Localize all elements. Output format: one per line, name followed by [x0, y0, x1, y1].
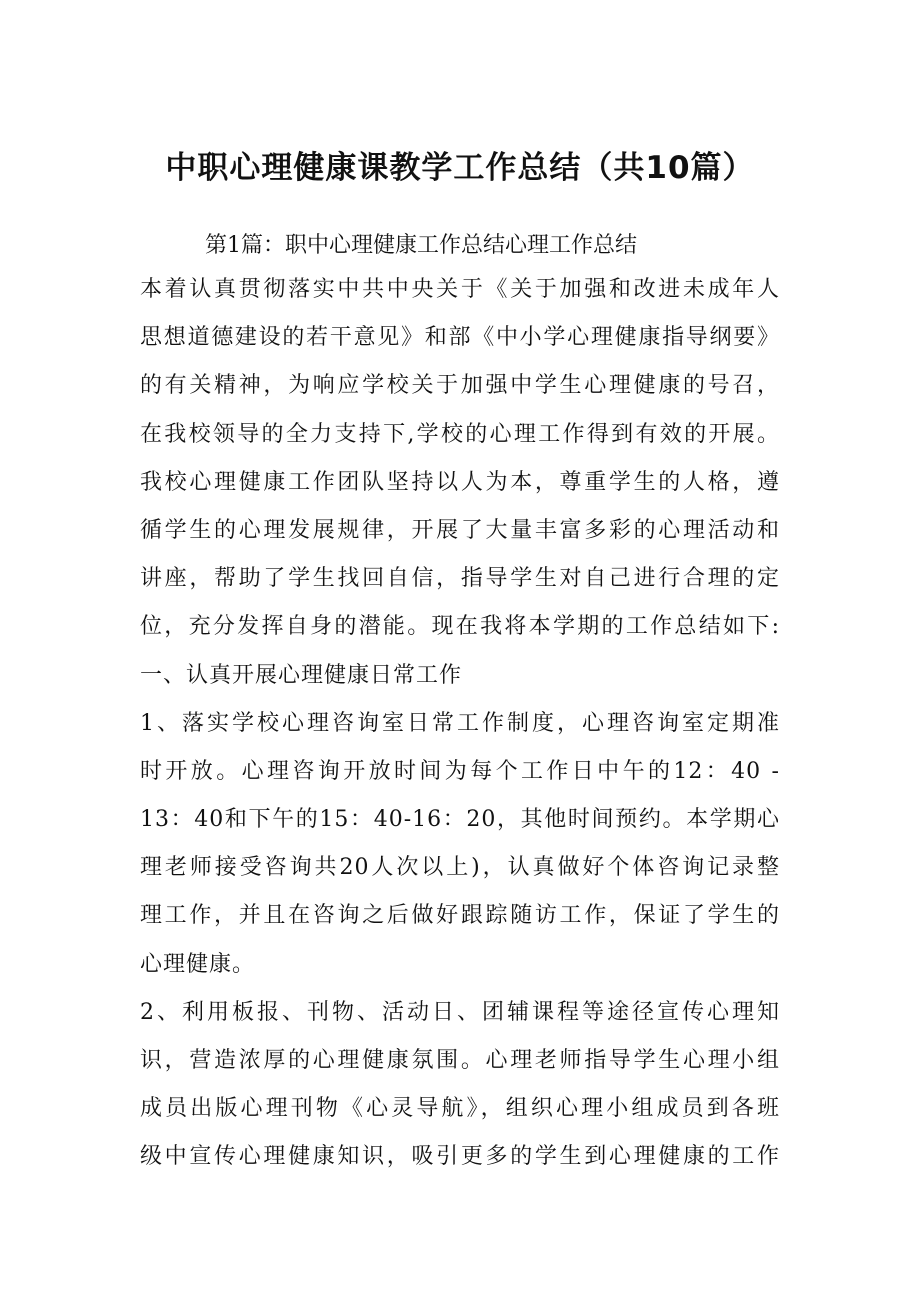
text-line: 识，营造浓厚的心理健康氛围。心理老师指导学生心理小组: [140, 1048, 780, 1073]
text-line: 时开放。心理咨询开放时间为每个工作日中午的12：40 -: [140, 758, 780, 784]
text-line: 2、利用板报、刊物、活动日、团辅课程等途径宣传心理知: [140, 999, 780, 1025]
text-line: 在我校领导的全力支持下,学校的心理工作得到有效的开展。: [140, 421, 780, 447]
text-line: 理老师接受咨询共20人次以上)，认真做好个体咨询记录整: [140, 855, 780, 881]
text-line: 的有关精神，为响应学校关于加强中学生心理健康的号召，: [140, 373, 780, 399]
text-line: 本着认真贯彻落实中共中央关于《关于加强和改进未成年人: [140, 277, 780, 302]
text-line: 13：40和下午的15：40-16：20，其他时间预约。本学期心: [140, 807, 780, 833]
text-line: 思想道德建设的若干意见》和部《中小学心理健康指导纲要》: [140, 325, 780, 351]
text-line: 讲座，帮助了学生找回自信，指导学生对自己进行合理的定: [140, 566, 780, 592]
section-heading: 一、认真开展心理健康日常工作: [140, 662, 463, 688]
document-title: 中职心理健康课教学工作总结（共10篇）: [165, 150, 755, 186]
text-line: 成员出版心理刊物《心灵导航》，组织心理小组成员到各班: [140, 1096, 780, 1122]
section-subtitle: 第1篇：职中心理健康工作总结心理工作总结: [205, 233, 637, 258]
text-line: 循学生的心理发展规律，开展了大量丰富多彩的心理活动和: [140, 517, 780, 543]
text-line: 1、落实学校心理咨询室日常工作制度，心理咨询室定期准: [140, 710, 780, 736]
text-line: 我校心理健康工作团队坚持以人为本，尊重学生的人格，遵: [140, 469, 780, 495]
text-line: 级中宣传心理健康知识，吸引更多的学生到心理健康的工作: [140, 1144, 780, 1170]
text-line: 理工作，并且在咨询之后做好跟踪随访工作，保证了学生的: [140, 903, 780, 929]
text-line: 心理健康。: [140, 951, 256, 977]
text-line: 位，充分发挥自身的潜能。现在我将本学期的工作总结如下:: [140, 614, 780, 640]
body-text: [140, 266, 780, 1182]
